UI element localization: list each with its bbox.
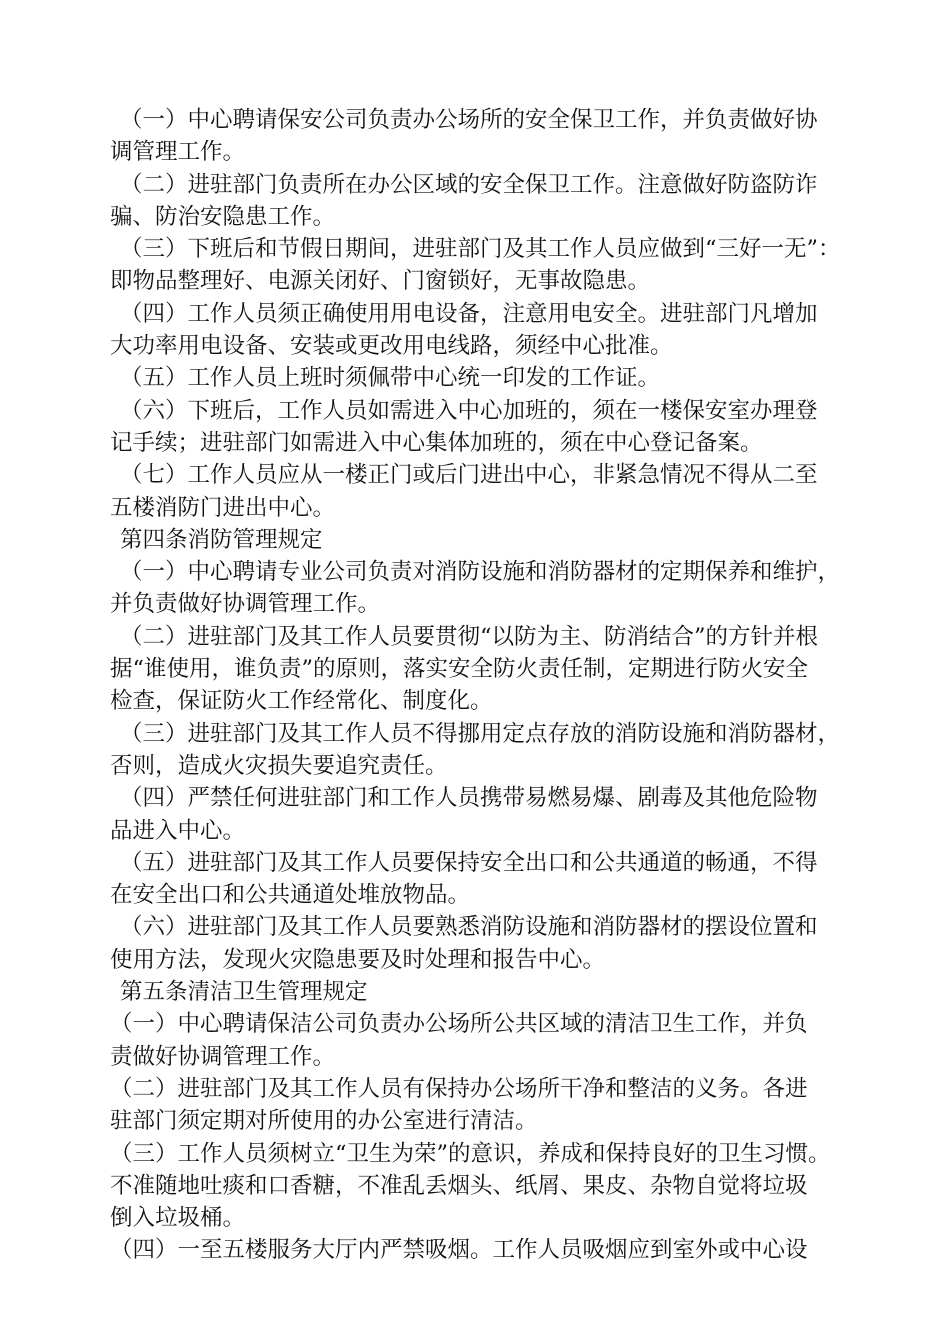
paragraph-line: （四）一至五楼服务大厅内严禁吸烟。工作人员吸烟应到室外或中心设 xyxy=(110,1237,808,1264)
paragraph-line: 大功率用电设备、安装或更改用电线路，须经中心批准。 xyxy=(110,333,673,360)
paragraph-line: 记手续；进驻部门如需进入中心集体加班的，须在中心登记备案。 xyxy=(110,429,763,456)
paragraph-line: 倒入垃圾桶。 xyxy=(110,1205,246,1232)
paragraph-line: （二）进驻部门及其工作人员有保持办公场所干净和整洁的义务。各进 xyxy=(110,1075,808,1102)
paragraph-line: 五楼消防门进出中心。 xyxy=(110,494,336,521)
paragraph-line: （五）进驻部门及其工作人员要保持安全出口和公共通道的畅通，不得 xyxy=(120,849,818,876)
paragraph-line: （六）进驻部门及其工作人员要熟悉消防设施和消防器材的摆设位置和 xyxy=(120,914,818,941)
paragraph-line: 据“谁使用，谁负责”的原则，落实安全防火责任制，定期进行防火安全 xyxy=(110,656,809,683)
section-heading: 第四条消防管理规定 xyxy=(120,526,323,553)
paragraph-line: （二）进驻部门负责所在办公区域的安全保卫工作。注意做好防盗防诈 xyxy=(120,171,818,198)
paragraph-line: （四）工作人员须正确使用用电设备，注意用电安全。进驻部门凡增加 xyxy=(120,300,818,327)
paragraph-line: 骗、防治安隐患工作。 xyxy=(110,203,336,230)
paragraph-line: 检查，保证防火工作经常化、制度化。 xyxy=(110,688,493,715)
paragraph-line: 不准随地吐痰和口香糖，不准乱丢烟头、纸屑、果皮、杂物自觉将垃圾 xyxy=(110,1172,808,1199)
paragraph-line: （一）中心聘请保洁公司负责办公场所公共区域的清洁卫生工作，并负 xyxy=(110,1011,808,1038)
paragraph-line: （三）进驻部门及其工作人员不得挪用定点存放的消防设施和消防器材， xyxy=(120,720,841,747)
paragraph-line: 品进入中心。 xyxy=(110,817,246,844)
paragraph-line: （三）工作人员须树立“卫生为荣”的意识，养成和保持良好的卫生习惯。 xyxy=(110,1140,831,1167)
paragraph-line: 驻部门须定期对所使用的办公室进行清洁。 xyxy=(110,1108,538,1135)
paragraph-line: 否则，造成火灾损失要追究责任。 xyxy=(110,752,448,779)
paragraph-line: 并负责做好协调管理工作。 xyxy=(110,591,381,618)
document-body xyxy=(110,104,855,1267)
paragraph-line: （六）下班后，工作人员如需进入中心加班的，须在一楼保安室办理登 xyxy=(120,397,818,424)
paragraph-line: （一）中心聘请保安公司负责办公场所的安全保卫工作，并负责做好协 xyxy=(120,107,818,133)
paragraph-line: （五）工作人员上班时须佩带中心统一印发的工作证。 xyxy=(120,365,661,392)
paragraph-line: 责做好协调管理工作。 xyxy=(110,1043,336,1070)
paragraph-line: （四）严禁任何进驻部门和工作人员携带易燃易爆、剧毒及其他危险物 xyxy=(120,785,818,812)
paragraph-line: 即物品整理好、电源关闭好、门窗锁好，无事故隐患。 xyxy=(110,268,651,295)
paragraph-line: 使用方法，发现火灾隐患要及时处理和报告中心。 xyxy=(110,946,606,973)
paragraph-line: （一）中心聘请专业公司负责对消防设施和消防器材的定期保养和维护， xyxy=(120,559,841,586)
paragraph-line: 调管理工作。 xyxy=(110,139,246,166)
paragraph-line: （七）工作人员应从一楼正门或后门进出中心，非紧急情况不得从二至 xyxy=(120,462,818,489)
paragraph-line: （三）下班后和节假日期间，进驻部门及其工作人员应做到“三好一无”： xyxy=(120,236,841,263)
paragraph-line: （二）进驻部门及其工作人员要贯彻“以防为主、防消结合”的方针并根 xyxy=(120,623,819,650)
paragraph-line: 在安全出口和公共通道处堆放物品。 xyxy=(110,882,471,909)
section-heading: 第五条清洁卫生管理规定 xyxy=(120,979,368,1006)
